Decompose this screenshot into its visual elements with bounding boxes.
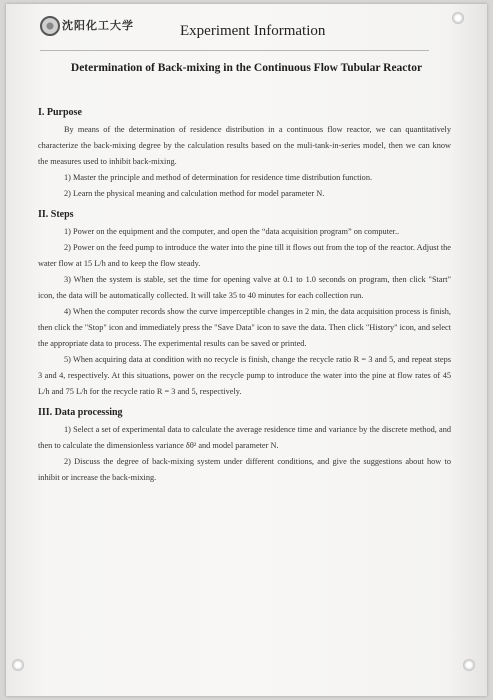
- university-logo-icon: [40, 16, 60, 36]
- purpose-item: 2) Learn the physical meaning and calculation method for model parameter N.: [64, 189, 325, 198]
- punch-hole-icon: [463, 659, 475, 671]
- step-item: 1) Power on the equipment and the computer, and open the “data acquisition program” on computer..: [64, 227, 400, 236]
- step-item: 3) When the system is stable, set the time for opening valve at 0.1 to 1.0 seconds on program, then click "Start" icon, the data will be automatically collected. It will take 35 to 40 minutes for each collection run.: [38, 275, 451, 300]
- section-heading-purpose: I. Purpose: [38, 107, 82, 118]
- punch-hole-icon: [12, 659, 24, 671]
- purpose-item: 1) Master the principle and method of determination for residence time distribution function.: [64, 173, 373, 182]
- step-item: 5) When acquiring data at condition with no recycle is finish, change the recycle ratio R = 3 and 5, and repeat steps 3 and 4, respectively. At this situations, power on the recycle pump to introduce the water into the pine at flow rates of 45 L/h and 75 L/h for the recycle ratio R = 3 and 5, respectively.: [38, 355, 451, 396]
- step-item: 4) When the computer records show the curve imperceptible changes in 2 min, the data acquisition process is finish, then click the "Stop" icon and immediately press the "Save Data" icon to save the data. Then click "History" icon, and select the appropriate data to process. The experimental results can be saved or printed.: [38, 307, 452, 348]
- header-title: Experiment Information: [180, 23, 326, 39]
- processing-item: 2) Discuss the degree of back-mixing system under different conditions, and give the suggestions about how to inhibit or increase the back-mixing.: [38, 457, 451, 482]
- document-page: [6, 4, 487, 696]
- page-header: [40, 14, 429, 51]
- step-item: 2) Power on the feed pump to introduce the water into the pine till it flows out from the top of the reactor. Adjust the water flow at 15 L/h and to keep the flow steady.: [38, 243, 451, 268]
- document-title: Determination of Back-mixing in the Continuous Flow Tubular Reactor: [70, 62, 423, 74]
- university-name: 沈阳化工大学: [62, 20, 134, 32]
- section-heading-steps: II. Steps: [38, 209, 74, 220]
- document-body: [38, 104, 451, 486]
- processing-item: 1) Select a set of experimental data to calculate the average residence time and variance by the discrete method, and then to calculate the dimensionless variance δθ² and model parameter N.: [38, 425, 451, 450]
- purpose-intro: By means of the determination of residence distribution in a continuous flow reactor, we can quantitatively characterize the back-mixing degree by the calculation results based on the muli-tank-in-series model, then we can know the measures used to inhibit back-mixing.: [38, 125, 451, 166]
- punch-hole-icon: [452, 12, 464, 24]
- section-heading-processing: III. Data processing: [38, 407, 123, 418]
